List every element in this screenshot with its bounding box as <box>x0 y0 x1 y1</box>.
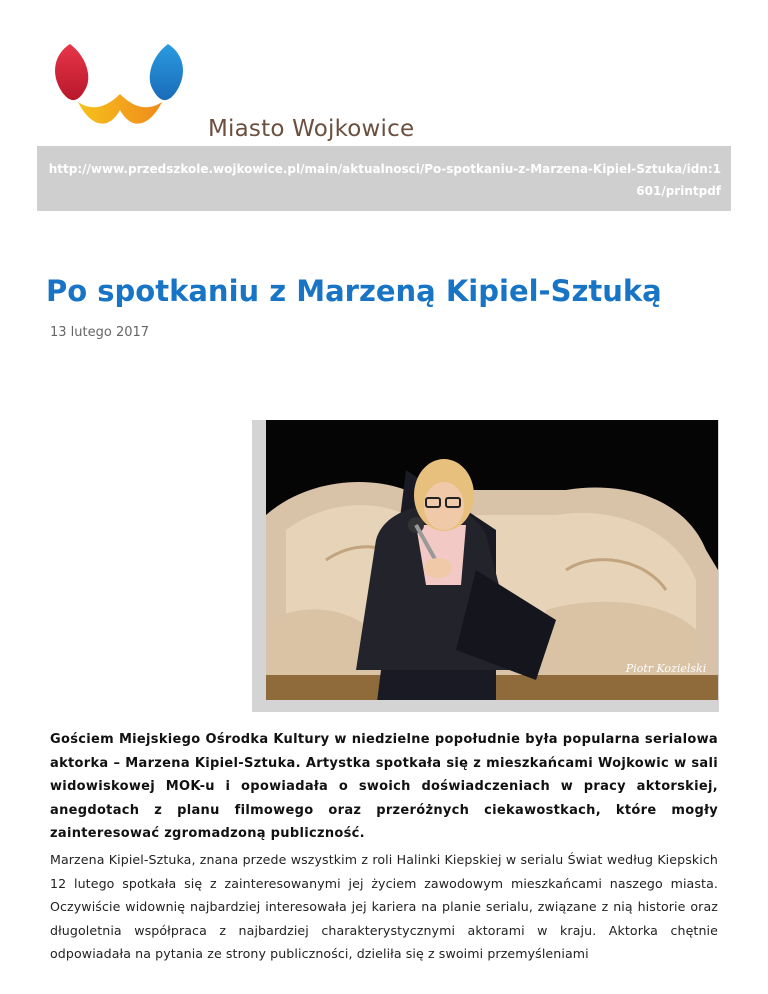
wojkowice-logo-icon <box>50 40 190 132</box>
article-title: Po spotkaniu z Marzeną Kipiel-Sztuką <box>46 274 662 308</box>
photo-watermark: Piotr Kozielski <box>625 662 707 675</box>
site-name: Miasto Wojkowice <box>208 116 415 142</box>
article-photo <box>266 420 718 700</box>
page-url[interactable]: http://www.przedszkole.wojkowice.pl/main/aktualnosci/Po-spotkaniu-z-Marzena-Kipiel-Sztuka/idn:1601/printpdf <box>48 162 721 198</box>
article-body: Marzena Kipiel-Sztuka, znana przede wszystkim z roli Halinki Kiepskiej w serialu Świat według Kiepskich 12 lutego spotkała się z zainteresowanymi jej życiem zawodowym mieszkańcami naszego miasta. Oczywiście widownię najbardziej interesowała jej kariera na planie serialu, związane z nią historie oraz długoletnia współpraca z najbardziej charakterystycznymi aktorami w kraju. Aktorka chętnie odpowiadała na pytania ze strony publiczności, dzieliła się z swoimi przemyśleniami <box>50 852 718 961</box>
article-date: 13 lutego 2017 <box>50 325 150 340</box>
url-bar <box>37 146 731 211</box>
article-lead: Gościem Miejskiego Ośrodka Kultury w niedzielne popołudnie była popularna serialowa aktorka – Marzena Kipiel-Sztuka. Artystka spotkała się z mieszkańcami Wojkowic w sali widowiskowej MOK-u i opowiadała o swoich doświadczeniach w pracy aktorskiej, anegdotach z planu filmowego oraz przeróżnych ciekawostkach, które mogły zainteresować zgromadzoną publiczność. <box>50 732 718 841</box>
article-photo-frame <box>252 420 719 712</box>
